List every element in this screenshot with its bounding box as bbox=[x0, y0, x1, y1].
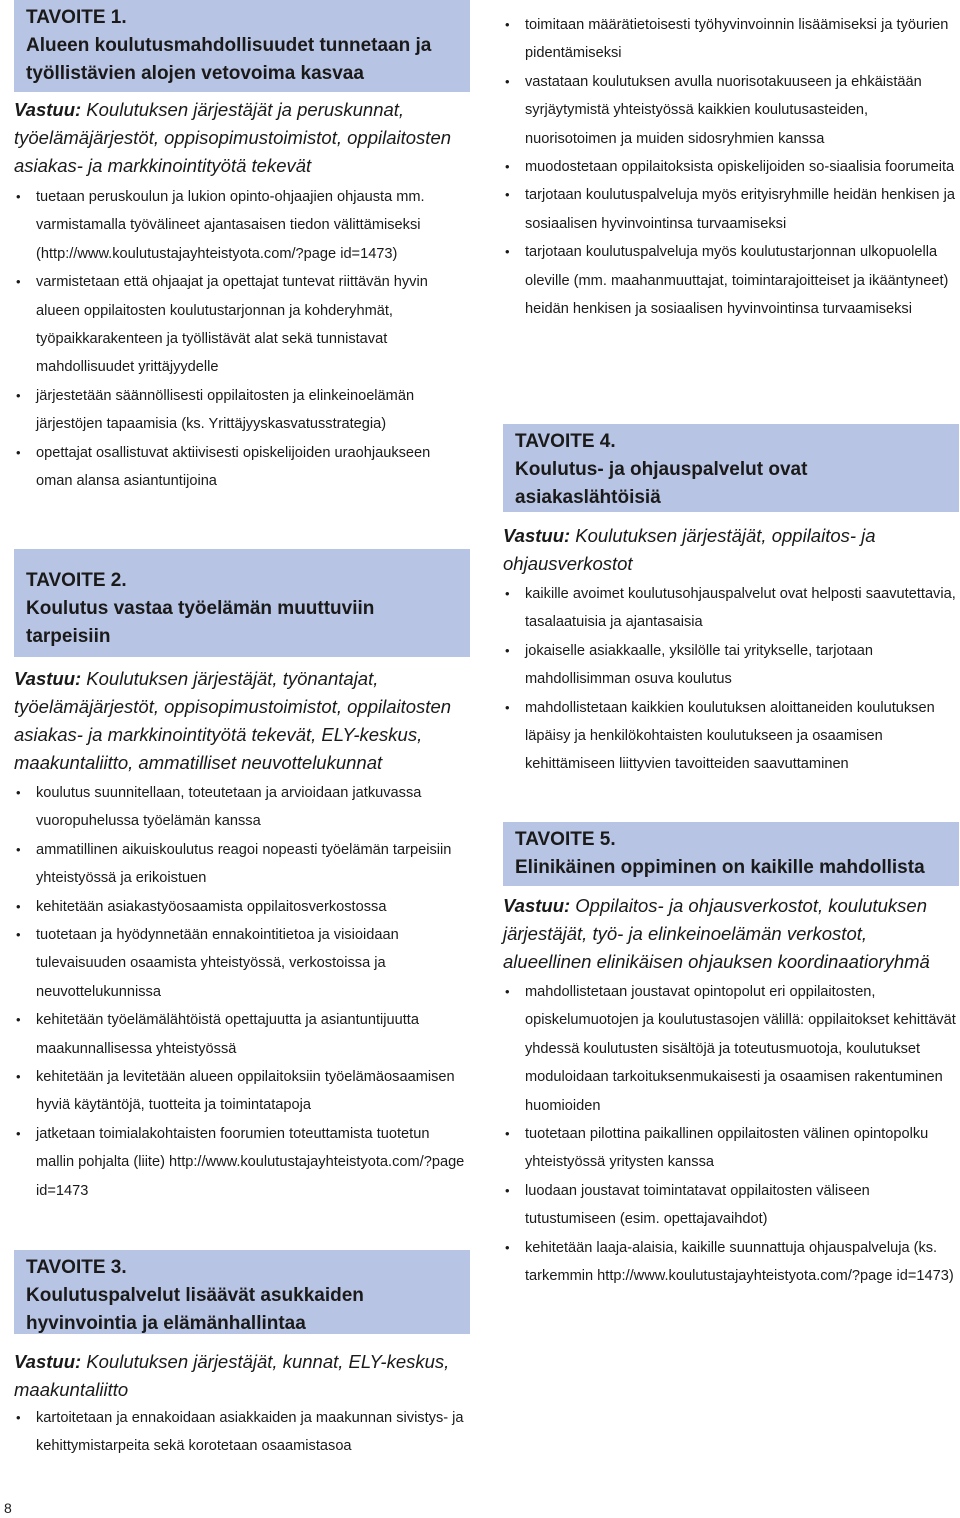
list-item: • kehitetään asiakastyöosaamista oppilaitosverkostossa bbox=[14, 893, 470, 921]
list-item: • kehitetään laaja-alaisia, kaikille suunnattuja ohjauspalveluja (ks. tarkemmin http://www.koulutustajayhteistyota.com/?page id=1473) bbox=[503, 1234, 959, 1291]
list-item: • tuotetaan pilottina paikallinen oppilaitosten välinen opintopolku yhteistyössä yritysten kanssa bbox=[503, 1120, 959, 1177]
list-item: • mahdollistetaan joustavat opintopolut eri oppilaitosten, opiskelumuotojen ja koulutustasojen välillä: oppilaitokset kehittävät yhdessä koulutusten sisältöjä ja toteutusmuotoja, koulutukset moduloidaan tarkoituksenmukaisesti ja osaamisen rakentuminen huomioiden bbox=[503, 978, 959, 1120]
goal-5-header bbox=[503, 822, 959, 886]
goal-1-header bbox=[14, 0, 470, 92]
goal-2-responsibility bbox=[14, 665, 470, 777]
list-item: • kehitetään ja levitetään alueen oppilaitoksiin työelämäosaamisen hyviä käytäntöjä, tuotteita ja toimintatapoja bbox=[14, 1063, 470, 1120]
list-item: • tarjotaan koulutuspalveluja myös erityisryhmille heidän henkisen ja sosiaalisen hyvinvointinsa turvaamiseksi bbox=[503, 181, 959, 238]
goal-4-responsibility bbox=[503, 522, 959, 578]
responsibility-label: Vastuu: bbox=[14, 1351, 82, 1372]
list-item: • tarjotaan koulutuspalveluja myös koulutustarjonnan ulkopuolella oleville (mm. maahanmuuttajat, toimintarajoitteiset ja ikääntyneet) heidän henkisen ja sosiaalisen hyvinvointinsa turvaamiseksi bbox=[503, 238, 959, 323]
list-item: • luodaan joustavat toimintatavat oppilaitosten väliseen tutustumiseen (esim. opettajavaihdot) bbox=[503, 1177, 959, 1234]
goal-4-bullets bbox=[503, 580, 959, 779]
list-item: • kartoitetaan ja ennakoidaan asiakkaiden ja maakunnan sivistys- ja kehittymistarpeita sekä korotetaan osaamistasoa bbox=[14, 1404, 470, 1461]
goal-3-responsibility bbox=[14, 1348, 470, 1404]
list-item: • jokaiselle asiakkaalle, yksilölle tai yritykselle, tarjotaan mahdollisimman osuva koulutus bbox=[503, 637, 959, 694]
goal-4-header bbox=[503, 424, 959, 512]
responsibility-label: Vastuu: bbox=[503, 525, 571, 546]
goal-1-title: Alueen koulutusmahdollisuudet tunnetaan ja työllistävien alojen vetovoima kasvaa bbox=[26, 35, 432, 84]
goal-2-number: TAVOITE 2. bbox=[26, 570, 127, 591]
goal-5-bullets bbox=[503, 978, 959, 1290]
goal-1-bullets bbox=[14, 183, 470, 495]
goal-5-title: Elinikäinen oppiminen on kaikille mahdollista bbox=[515, 857, 925, 878]
responsibility-label: Vastuu: bbox=[14, 668, 82, 689]
responsibility-text: Koulutuksen järjestäjät, oppilaitos- ja ohjausverkostot bbox=[503, 525, 876, 574]
goal-3-number: TAVOITE 3. bbox=[26, 1257, 127, 1278]
list-item: • tuetaan peruskoulun ja lukion opinto-ohjaajien ohjausta mm. varmistamalla työvälineet ajantasaisen tiedon välittämiseksi (http://www.koulutustajayhteistyota.com/?page id=1473) bbox=[14, 183, 470, 268]
goal-1-responsibility bbox=[14, 96, 470, 180]
responsibility-text: Oppilaitos- ja ohjausverkostot, koulutuksen järjestäjät, työ- ja elinkeinoelämän verkostot, alueellinen elinikäisen ohjauksen koordinaatioryhmä bbox=[503, 895, 930, 972]
goal-5-number: TAVOITE 5. bbox=[515, 829, 616, 850]
list-item: • ammatillinen aikuiskoulutus reagoi nopeasti työelämän tarpeisiin yhteistyössä ja erikoistuen bbox=[14, 836, 470, 893]
list-item: • kaikille avoimet koulutusohjauspalvelut ovat helposti saavutettavia, tasalaatuisia ja ajantasaisia bbox=[503, 580, 959, 637]
goal-5-responsibility bbox=[503, 892, 959, 976]
list-item: • opettajat osallistuvat aktiivisesti opiskelijoiden uraohjaukseen oman alansa asiantuntijoina bbox=[14, 439, 470, 496]
list-item: • kehitetään työelämälähtöistä opettajuutta ja asiantuntijuutta maakunnallisessa yhteistyössä bbox=[14, 1006, 470, 1063]
goal-3-header bbox=[14, 1250, 470, 1334]
responsibility-label: Vastuu: bbox=[14, 99, 82, 120]
goal-2-header bbox=[14, 549, 470, 657]
goal-3-bullets-right bbox=[503, 11, 959, 323]
list-item: • koulutus suunnitellaan, toteutetaan ja arvioidaan jatkuvassa vuoropuhelussa työelämän kanssa bbox=[14, 779, 470, 836]
list-item: • jatketaan toimialakohtaisten foorumien toteuttamista tuotetun mallin pohjalta (liite) http://www.koulutustajayhteistyota.com/?page id=1473 bbox=[14, 1120, 470, 1205]
list-item: • muodostetaan oppilaitoksista opiskelijoiden so-siaalisia foorumeita bbox=[503, 153, 959, 181]
list-item: • toimitaan määrätietoisesti työhyvinvoinnin lisäämiseksi ja työurien pidentämiseksi bbox=[503, 11, 959, 68]
list-item: • mahdollistetaan kaikkien koulutuksen aloittaneiden koulutuksen läpäisy ja henkilökohtaisten koulutukseen ja osaamisen kehittämiseen liittyvien tavoitteiden saavuttaminen bbox=[503, 694, 959, 779]
goal-3-bullets-left bbox=[14, 1404, 470, 1461]
goal-1-number: TAVOITE 1. bbox=[26, 7, 127, 28]
list-item: • järjestetään säännöllisesti oppilaitosten ja elinkeinoelämän järjestöjen tapaamisia (ks. Yrittäjyyskasvatusstrategia) bbox=[14, 382, 470, 439]
list-item: • vastataan koulutuksen avulla nuorisotakuuseen ja ehkäistään syrjäytymistä yhteistyössä kaikkien koulutusasteiden, nuorisotoimen ja muiden sidosryhmien kanssa bbox=[503, 68, 959, 153]
list-item: • varmistetaan että ohjaajat ja opettajat tuntevat riittävän hyvin alueen oppilaitosten koulutustarjonnan ja kohderyhmät, työpaikkarakenteen ja työllistävät alat sekä tunnistavat mahdollisuudet yrittäjyydelle bbox=[14, 268, 470, 382]
goal-4-number: TAVOITE 4. bbox=[515, 431, 616, 452]
page-number: 8 bbox=[4, 1500, 12, 1516]
goal-2-title: Koulutus vastaa työelämän muuttuviin tarpeisiin bbox=[26, 598, 375, 647]
responsibility-text: Koulutuksen järjestäjät ja peruskunnat, työelämäjärjestöt, oppisopimustoimistot, oppilaitosten asiakas- ja markkinointityötä tekevät bbox=[14, 99, 452, 176]
responsibility-text: Koulutuksen järjestäjät, kunnat, ELY-keskus, maakuntaliitto bbox=[14, 1351, 450, 1400]
responsibility-text: Koulutuksen järjestäjät, työnantajat, työelämäjärjestöt, oppisopimustoimistot, oppilaitosten asiakas- ja markkinointityötä tekevät, ELY-keskus, maakuntaliitto, ammatilliset neuvottelukunnat bbox=[14, 668, 452, 773]
list-item: • tuotetaan ja hyödynnetään ennakointitietoa ja visioidaan tulevaisuuden osaamista yhteistyössä, verkostoissa ja neuvottelukunnissa bbox=[14, 921, 470, 1006]
goal-2-bullets bbox=[14, 779, 470, 1205]
responsibility-label: Vastuu: bbox=[503, 895, 571, 916]
goal-3-title: Koulutuspalvelut lisäävät asukkaiden hyvinvointia ja elämänhallintaa bbox=[26, 1285, 364, 1334]
goal-4-title: Koulutus- ja ohjauspalvelut ovat asiakaslähtöisiä bbox=[515, 459, 808, 508]
